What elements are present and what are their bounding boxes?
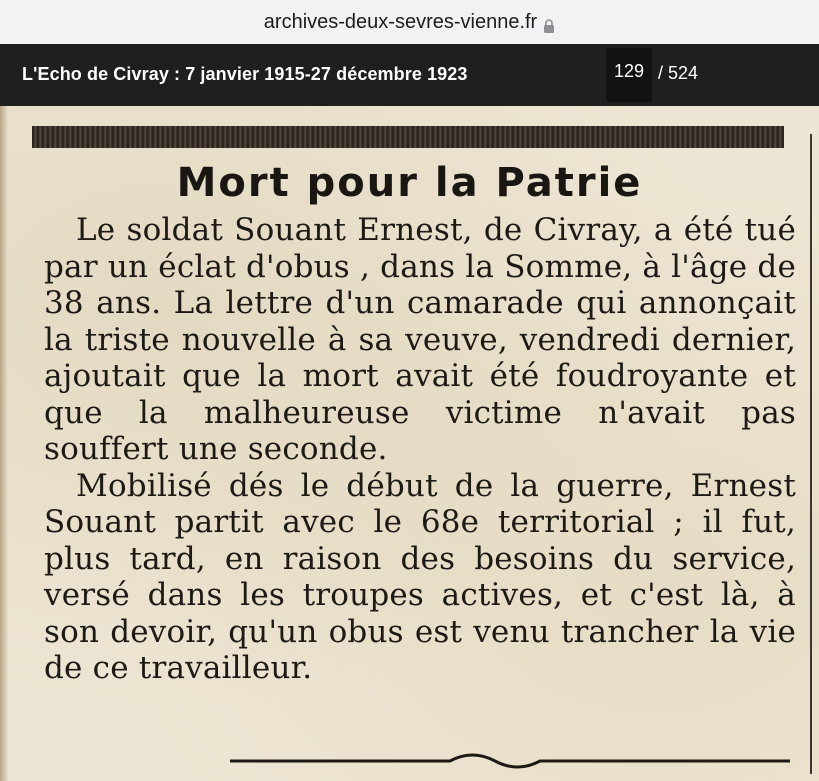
article-paragraph-1: Le soldat Souant Ernest, de Civray, a été tué par un éclat d'obus , dans la Somme, à l'âge de 38 ans. La lettre d'un camarade qui annonçait la triste nouvelle à sa veuve, vendredi dernier, ajoutait que la mort avait été foudroyante et que la malheureuse victime n'avait pas souffert une seconde. <box>44 212 796 467</box>
article-headline: Mort pour la Patrie <box>176 160 643 206</box>
address-bar[interactable] <box>0 0 819 44</box>
url-text[interactable]: archives-deux-sevres-vienne.fr <box>263 10 538 33</box>
column-rule <box>810 134 812 774</box>
article-paragraph-2: Mobilisé dés le début de la guerre, Ernest Souant partit avec le 68e territorial ; il fut, plus tard, en raison des besoins du service, versé dans les troupes actives, et c'est là, à son devoir, qu'un obus est venu trancher la vie de ce travailleur. <box>44 467 796 686</box>
ornament-divider <box>230 751 790 771</box>
page-edge <box>0 106 8 781</box>
page-total: / 524 <box>658 63 699 83</box>
page-number-input[interactable]: 129 <box>606 48 652 102</box>
header-rule <box>32 126 784 148</box>
article-body <box>44 212 796 687</box>
document-title: L'Echo de Civray : 7 janvier 1915-27 décembre 1923 <box>22 64 468 84</box>
lock-icon <box>543 16 555 30</box>
newspaper-page-image[interactable] <box>0 106 819 781</box>
viewer-toolbar <box>0 44 819 106</box>
